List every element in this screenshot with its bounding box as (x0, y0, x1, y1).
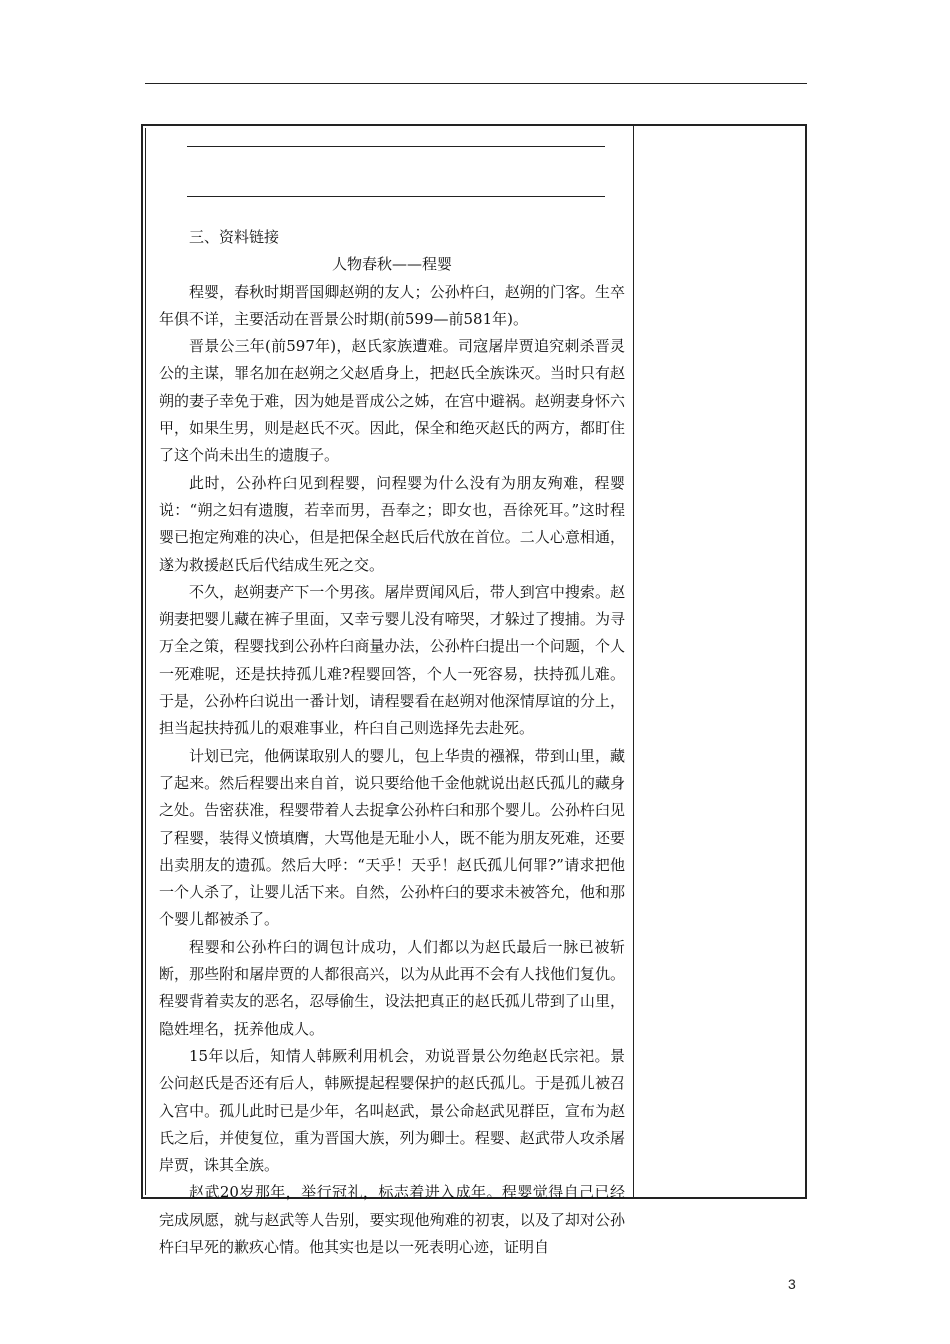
content-table (141, 124, 807, 1256)
paragraph-4: 不久，赵朔妻产下一个男孩。屠岸贾闻风后，带人到宫中搜索。赵朔妻把婴儿藏在裤子里面，又幸亏婴儿没有啼哭，才躲过了搜捕。为寻万全之策，程婴找到公孙杵臼商量办法，公孙杵臼提出一个问题，个人一死难呢，还是扶持孤儿难?程婴回答，个人一死容易，扶持孤儿难。于是，公孙杵臼说出一番计划，请程婴看在赵朔对他深情厚谊的分上，担当起扶持孤儿的艰难事业，杵臼自己则选择先去赴死。 (159, 582, 625, 738)
paragraph-1: 程婴，春秋时期晋国卿赵朔的友人；公孙杵臼，赵朔的门客。生卒年俱不详，主要活动在晋景公时期(前599—前581年)。 (159, 282, 625, 328)
paragraph-2: 晋景公三年(前597年)，赵氏家族遭难。司寇屠岸贾追究刺杀晋灵公的主谋，罪名加在赵朔之父赵盾身上，把赵氏全族诛灭。当时只有赵朔的妻子幸免于难，因为她是晋成公之姊，在宫中避祸。赵朔妻身怀六甲，如果生男，则是赵氏不灭。因此，保全和绝灭赵氏的两方，都盯住了这个尚未出生的遗腹子。 (159, 337, 625, 465)
answer-blank-line-2 (187, 196, 605, 197)
side-notes-cell (634, 126, 805, 1197)
header-rule (145, 83, 807, 84)
paragraph-3: 此时，公孙杵臼见到程婴，问程婴为什么没有为朋友殉难，程婴说：“朔之妇有遗腹，若幸而男，吾奉之；即女也，吾徐死耳。”这时程婴已抱定殉难的决心，但是把保全赵氏后代放在首位。二人心意相通，遂为救援赵氏后代结成生死之交。 (159, 473, 625, 574)
paragraph-5: 计划已完，他俩谋取别人的婴儿，包上华贵的襁褓，带到山里，藏了起来。然后程婴出来自首，说只要给他千金他就说出赵氏孤儿的藏身之处。告密获准，程婴带着人去捉拿公孙杵臼和那个婴儿。公孙杵臼见了程婴，装得义愤填膺，大骂他是无耻小人，既不能为朋友死难，还要出卖朋友的遗孤。然后大呼：“天乎！天乎！赵氏孤儿何罪?”请求把他一个人杀了，让婴儿活下来。自然，公孙杵臼的要求未被答允，他和那个婴儿都被杀了。 (159, 746, 625, 929)
paragraph-8: 赵武20岁那年，举行冠礼，标志着进入成年。程婴觉得自己已经完成夙愿，就与赵武等人告别，要实现他殉难的初衷，以及了却对公孙杵臼早死的歉疚心情。他其实也是以一死表明心迹，证明自 (159, 1183, 625, 1256)
section-title: 三、资料链接 (189, 228, 280, 246)
page-number: 3 (788, 1276, 796, 1292)
paragraph-7: 15年以后，知情人韩厥利用机会，劝说晋景公勿绝赵氏宗祀。景公问赵氏是否还有后人，韩厥提起程婴保护的赵氏孤儿。于是孤儿被召入宫中。孤儿此时已是少年，名叫赵武，景公命赵武见群臣，宣布为赵氏之后，并使复位，重为晋国大族，列为卿士。程婴、赵武带人攻杀屠岸贾，诛其全族。 (159, 1046, 625, 1175)
main-cell (143, 126, 633, 1256)
answer-blank-line-1 (187, 146, 605, 147)
article-content (159, 224, 625, 1261)
article-title: 人物春秋——程婴 (331, 255, 452, 274)
paragraph-6: 程婴和公孙杵臼的调包计成功，人们都以为赵氏最后一脉已被斩断，那些附和屠岸贾的人都很高兴，以为从此再不会有人找他们复仇。程婴背着卖友的恶名，忍辱偷生，设法把真正的赵氏孤儿带到了山里，隐姓埋名，抚养他成人。 (159, 937, 625, 1038)
